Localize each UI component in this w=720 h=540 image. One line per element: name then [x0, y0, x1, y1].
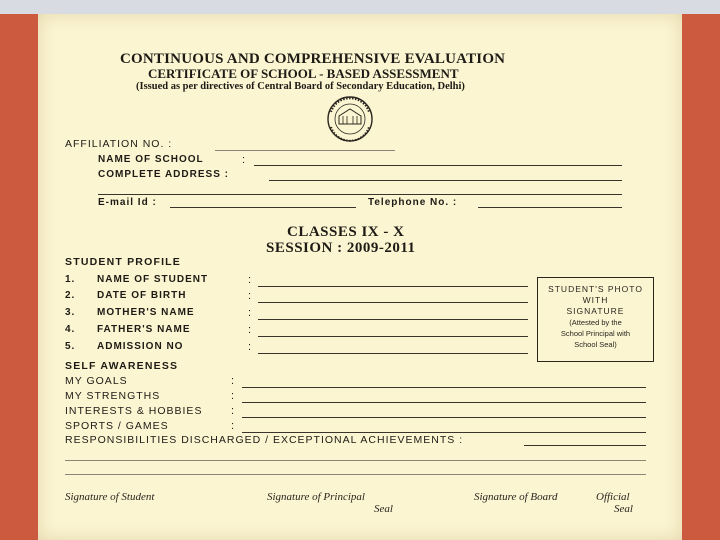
student-name-colon: :: [248, 274, 252, 286]
responsibilities-field-3[interactable]: [65, 474, 646, 475]
email-label: E-mail Id :: [98, 197, 157, 208]
email-field[interactable]: [170, 207, 356, 208]
dob-field[interactable]: [258, 302, 528, 303]
admission-no-label: ADMISSION NO: [97, 341, 184, 352]
official-label: Official: [596, 491, 630, 503]
student-signature-label: Signature of Student: [65, 491, 155, 503]
affiliation-field[interactable]: [215, 150, 395, 151]
photo-box-line-5: School Principal with: [560, 329, 631, 338]
photo-signature-box[interactable]: [537, 277, 654, 362]
school-name-colon: :: [242, 154, 246, 166]
self-awareness-heading: SELF AWARENESS: [65, 360, 179, 372]
father-name-colon: :: [248, 324, 252, 336]
official-seal-label: Seal: [614, 503, 633, 515]
interests-label: INTERESTS & HOBBIES: [65, 405, 203, 417]
responsibilities-field-2[interactable]: [65, 460, 646, 461]
affiliation-label: AFFILIATION NO. :: [65, 138, 173, 150]
sports-colon: :: [231, 420, 235, 432]
school-name-label: NAME OF SCHOOL: [98, 154, 204, 165]
dob-label: DATE OF BIRTH: [97, 290, 187, 301]
mother-name-label: MOTHER'S NAME: [97, 307, 195, 318]
photo-box-line-6: School Seal): [574, 340, 617, 349]
student-profile-heading: STUDENT PROFILE: [65, 256, 182, 268]
profile-num-5: 5.: [65, 341, 76, 352]
certificate-subtitle: CERTIFICATE OF SCHOOL - BASED ASSESSMENT: [148, 66, 459, 81]
profile-num-2: 2.: [65, 290, 76, 301]
my-strengths-label: MY STRENGTHS: [65, 390, 161, 402]
my-strengths-field[interactable]: [242, 402, 646, 403]
sports-label: SPORTS / GAMES: [65, 420, 169, 432]
address-field-1[interactable]: [269, 180, 622, 181]
dob-colon: :: [248, 290, 252, 302]
photo-box-line-1: STUDENT'S PHOTO: [548, 284, 643, 294]
address-field-2[interactable]: [98, 194, 622, 195]
certificate-paper: [38, 14, 682, 540]
photo-box-line-3: SIGNATURE: [566, 306, 625, 316]
father-name-field[interactable]: [258, 336, 528, 337]
sports-field[interactable]: [242, 432, 646, 433]
photo-box-line-2: WITH: [582, 295, 609, 305]
interests-colon: :: [231, 405, 235, 417]
cbse-seal-icon: [317, 94, 383, 144]
telephone-label: Telephone No. :: [368, 197, 458, 208]
my-strengths-colon: :: [231, 390, 235, 402]
admission-no-colon: :: [248, 341, 252, 353]
address-label: COMPLETE ADDRESS :: [98, 169, 229, 180]
responsibilities-label: RESPONSIBILITIES DISCHARGED / EXCEPTIONAL ACHIEVEMENTS :: [65, 434, 464, 446]
mother-name-field[interactable]: [258, 319, 528, 320]
profile-num-4: 4.: [65, 324, 76, 335]
my-goals-label: MY GOALS: [65, 375, 128, 387]
mother-name-colon: :: [248, 307, 252, 319]
profile-num-3: 3.: [65, 307, 76, 318]
my-goals-field[interactable]: [242, 387, 646, 388]
responsibilities-field-1[interactable]: [524, 445, 646, 446]
interests-field[interactable]: [242, 417, 646, 418]
photo-box-line-4: (Attested by the: [569, 318, 622, 327]
telephone-field[interactable]: [478, 207, 622, 208]
issued-note: (Issued as per directives of Central Board of Secondary Education, Delhi): [136, 81, 465, 92]
school-name-field[interactable]: [254, 165, 622, 166]
certificate-title: CONTINUOUS AND COMPREHENSIVE EVALUATION: [120, 51, 506, 67]
profile-num-1: 1.: [65, 274, 76, 285]
top-band: [0, 0, 720, 14]
student-name-label: NAME OF STUDENT: [97, 274, 209, 285]
classes-heading: CLASSES IX - X: [287, 224, 405, 240]
board-signature-label: Signature of Board: [474, 491, 558, 503]
father-name-label: FATHER'S NAME: [97, 324, 191, 335]
principal-signature-label: Signature of Principal: [267, 491, 365, 503]
admission-no-field[interactable]: [258, 353, 528, 354]
principal-seal-label: Seal: [374, 503, 393, 515]
student-name-field[interactable]: [258, 286, 528, 287]
session-heading: SESSION : 2009-2011: [266, 240, 416, 256]
my-goals-colon: :: [231, 375, 235, 387]
